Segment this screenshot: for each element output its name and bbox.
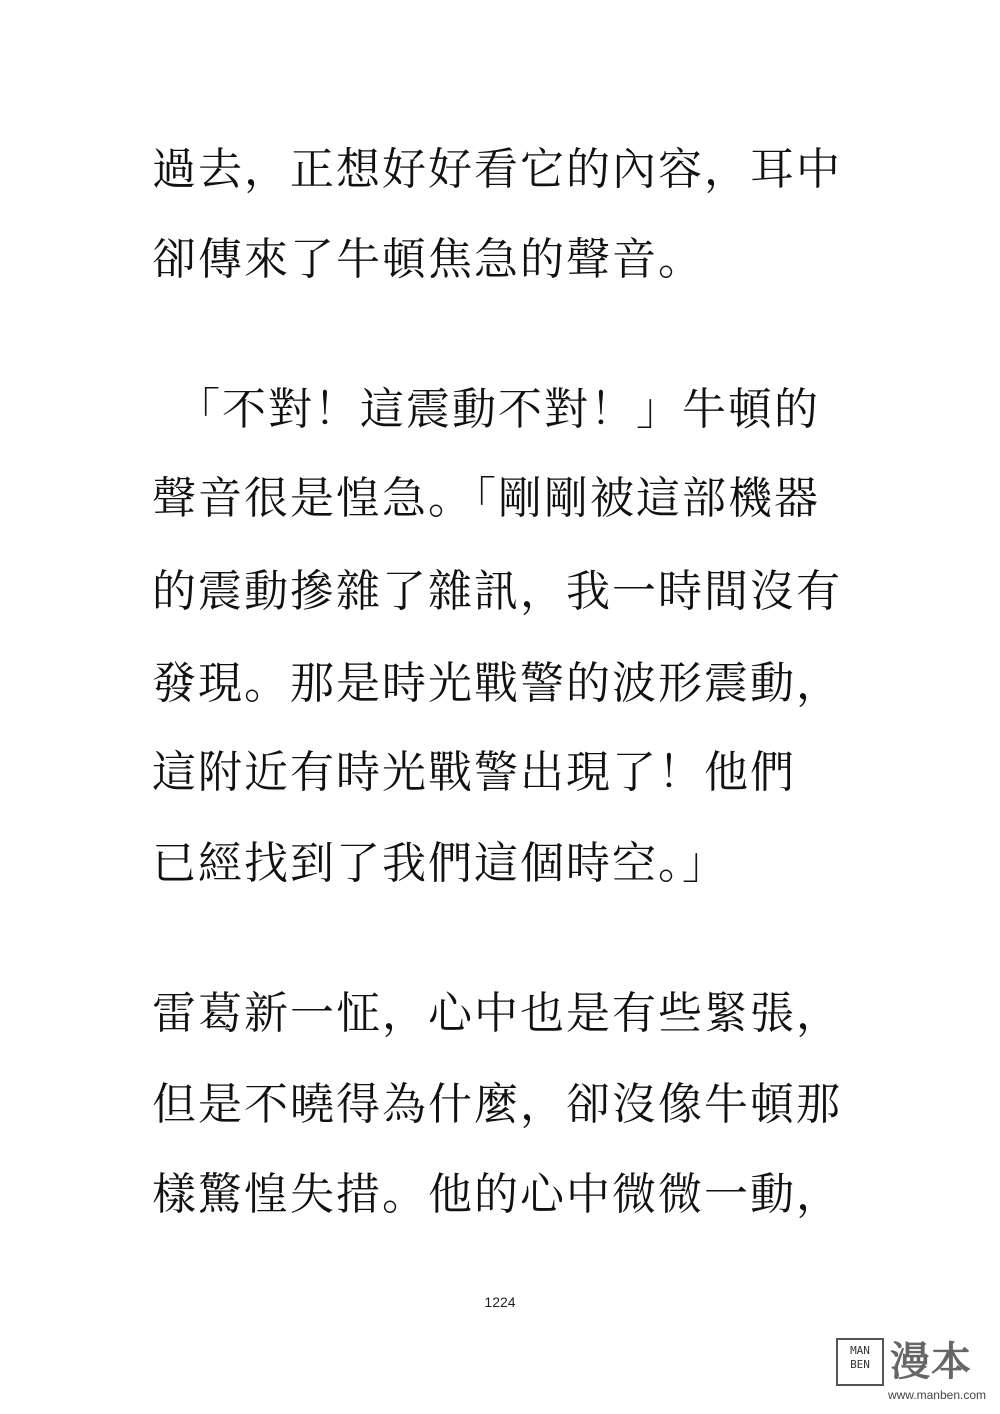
text-line: 的震動摻雜了雜訊，我一時間沒有 (152, 566, 842, 617)
text-line: 卻傳來了牛頓焦急的聲音。 (152, 234, 704, 285)
text-line: 這附近有時光戰警出現了！他們 (152, 747, 796, 798)
text-line: 發現。那是時光戰警的波形震動， (152, 658, 842, 709)
page-number: 1224 (484, 1294, 516, 1310)
text-line: 已經找到了我們這個時空。」 (152, 838, 728, 889)
watermark (836, 1338, 986, 1404)
watermark-url: www.manben.com (887, 1388, 986, 1402)
text-line: 樣驚惶失措。他的心中微微一動， (152, 1169, 842, 1220)
text-line: 「不對！這震動不對！」牛頓的 (152, 384, 820, 435)
text-line: 聲音很是惶急。「剛剛被這部機器 (152, 473, 820, 524)
text-line: 過去，正想好好看它的內容，耳中 (152, 144, 842, 195)
watermark-brand: 漫本 (890, 1339, 972, 1385)
watermark-logo: MAN BEN (836, 1338, 884, 1386)
text-line: 但是不曉得為什麼，卻沒像牛頓那 (152, 1079, 842, 1130)
text-line: 雷葛新一怔，心中也是有些緊張， (152, 988, 842, 1039)
